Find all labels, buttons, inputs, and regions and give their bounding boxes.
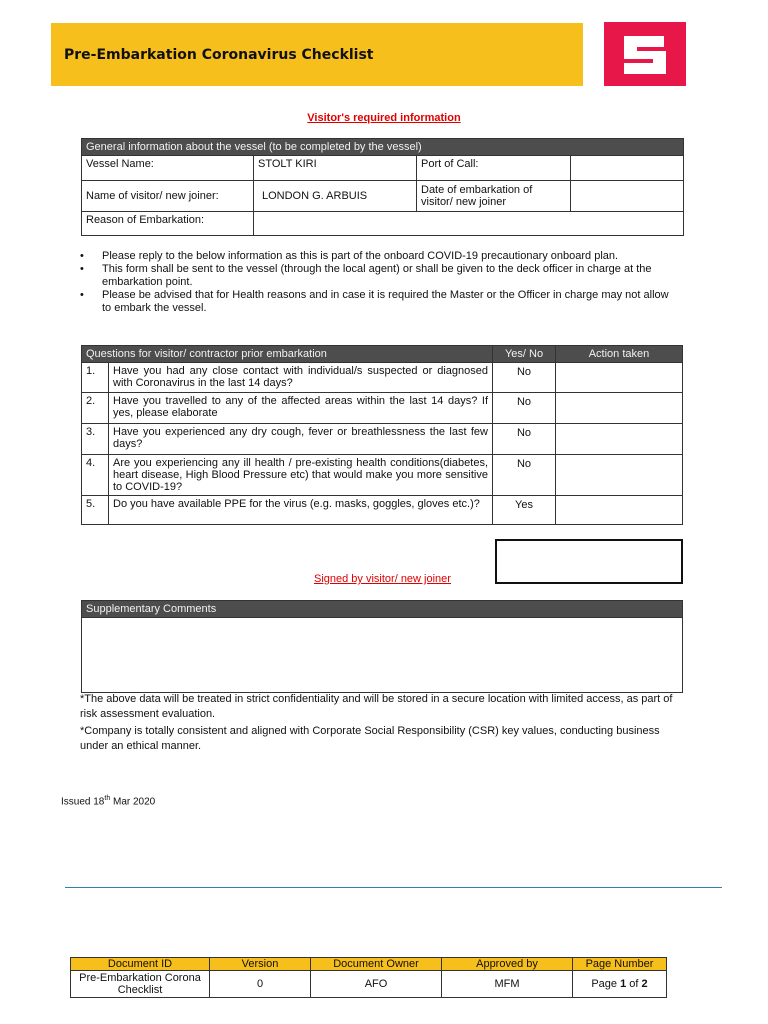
visitor-name-label: Name of visitor/ new joiner: — [82, 181, 254, 212]
question-text: Have you experienced any dry cough, fever or breathlessness the last few days? — [109, 424, 493, 455]
signature-label: Signed by visitor/ new joiner — [314, 573, 451, 585]
question-answer[interactable]: No — [493, 393, 556, 424]
question-action[interactable] — [556, 424, 683, 455]
footer-header-owner: Document Owner — [311, 958, 442, 971]
comments-heading: Supplementary Comments — [82, 601, 683, 618]
instructions-list — [80, 250, 680, 315]
signature-box[interactable] — [495, 539, 683, 584]
footer-approved-by: MFM — [442, 971, 573, 998]
reason-label: Reason of Embarkation: — [82, 212, 254, 236]
question-action[interactable] — [556, 393, 683, 424]
document-footer-table — [70, 957, 667, 998]
notes — [80, 692, 680, 756]
comments-field[interactable] — [82, 618, 683, 693]
table-row — [82, 496, 683, 525]
footer-version: 0 — [210, 971, 311, 998]
question-answer[interactable]: Yes — [493, 496, 556, 525]
divider — [65, 887, 722, 888]
question-answer[interactable]: No — [493, 424, 556, 455]
table-row — [82, 363, 683, 393]
port-of-call-label: Port of Call: — [417, 156, 571, 181]
footer-page-number: Page 1 of 2 — [573, 971, 667, 998]
csr-note: *Company is totally consistent and aligned with Corporate Social Responsibility (CSR) key values, conducting business under an ethical manner. — [80, 725, 660, 752]
question-number: 4. — [82, 455, 109, 496]
footer-header-page: Page Number — [573, 958, 667, 971]
reason-value[interactable] — [254, 212, 684, 236]
footer-header-approved: Approved by — [442, 958, 573, 971]
port-of-call-value[interactable] — [571, 156, 684, 181]
vessel-table-heading: General information about the vessel (to be completed by the vessel) — [82, 139, 684, 156]
question-text: Have you had any close contact with individual/s suspected or diagnosed with Coronavirus in the last 14 days? — [109, 363, 493, 393]
comments-table — [81, 600, 683, 693]
question-number: 2. — [82, 393, 109, 424]
list-item: • This form shall be sent to the vessel (through the local agent) or shall be given to the deck officer in charge at the embarkation point. — [80, 263, 652, 288]
list-item: • Please reply to the below information as this is part of the onboard COVID-19 precautionary onboard plan. — [80, 250, 619, 262]
questions-heading: Questions for visitor/ contractor prior embarkation — [82, 346, 493, 363]
footer-document-id: Pre-Embarkation Corona Checklist — [71, 971, 210, 998]
table-row — [82, 393, 683, 424]
question-number: 1. — [82, 363, 109, 393]
stolt-logo — [604, 22, 686, 86]
table-row — [82, 455, 683, 496]
question-action[interactable] — [556, 496, 683, 525]
question-action[interactable] — [556, 363, 683, 393]
question-text: Have you travelled to any of the affected areas within the last 14 days? If yes, please elaborate — [109, 393, 493, 424]
footer-header-version: Version — [210, 958, 311, 971]
question-text: Are you experiencing any ill health / pre-existing health conditions(diabetes, heart disease, High Blood Pressure etc) that would make you more sensitive to COVID-19? — [109, 455, 493, 496]
vessel-name-label: Vessel Name: — [82, 156, 254, 181]
issued-date: Issued 18th Mar 2020 — [61, 795, 156, 808]
embarkation-date-label: Date of embarkation of visitor/ new joiner — [417, 181, 571, 212]
table-row — [82, 424, 683, 455]
footer-header-document-id: Document ID — [71, 958, 210, 971]
vessel-name-value[interactable]: STOLT KIRI — [254, 156, 417, 181]
question-number: 5. — [82, 496, 109, 525]
yes-no-header: Yes/ No — [493, 346, 556, 363]
questions-table — [81, 345, 683, 525]
section-title: Visitor's required information — [307, 112, 461, 124]
list-item: • Please be advised that for Health reasons and in case it is required the Master or the Officer in charge may not allow to embark the vessel. — [80, 289, 669, 314]
embarkation-date-value[interactable] — [571, 181, 684, 212]
header-bar — [51, 23, 583, 86]
footer-owner: AFO — [311, 971, 442, 998]
question-answer[interactable]: No — [493, 363, 556, 393]
visitor-name-value[interactable]: LONDON G. ARBUIS — [254, 181, 417, 212]
confidentiality-note: *The above data will be treated in strict confidentiality and will be stored in a secure location with limited access, as part of risk assessment evaluation. — [80, 693, 673, 720]
page-title: Pre-Embarkation Coronavirus Checklist — [64, 47, 374, 63]
question-answer[interactable]: No — [493, 455, 556, 496]
vessel-info-table — [81, 138, 684, 236]
question-text: Do you have available PPE for the virus (e.g. masks, goggles, gloves etc.)? — [109, 496, 493, 525]
question-action[interactable] — [556, 455, 683, 496]
question-number: 3. — [82, 424, 109, 455]
action-taken-header: Action taken — [556, 346, 683, 363]
